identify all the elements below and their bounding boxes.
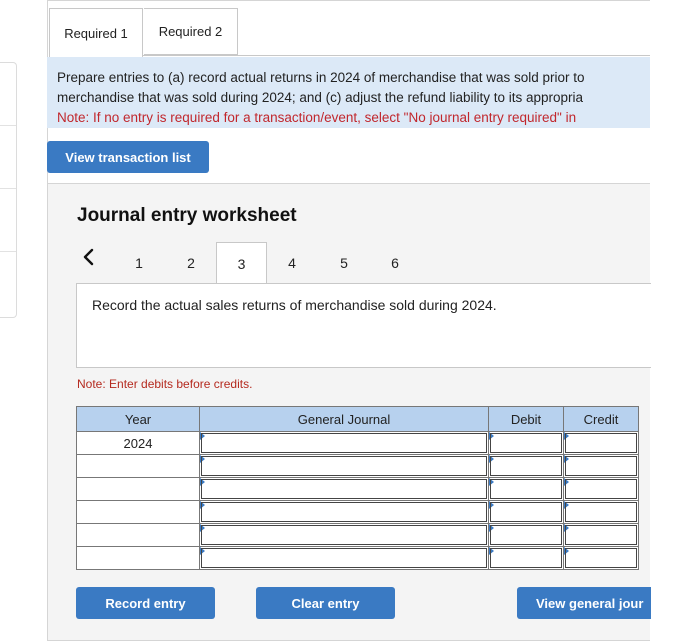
step-label: 1 [135,255,143,271]
clear-entry-button[interactable]: Clear entry [256,587,395,619]
journal-entry-worksheet [47,183,650,641]
credit-input[interactable] [564,524,639,547]
table-row [77,478,639,501]
general-journal-input[interactable] [200,524,489,547]
divider [143,55,650,56]
step-label: 3 [237,256,246,272]
credit-input[interactable] [564,455,639,478]
step-4[interactable] [267,242,317,284]
prompt-text: Record the actual sales returns of merchandise sold during 2024. [92,297,497,313]
year-cell [77,524,200,547]
view-general-journal-button[interactable]: View general jour [517,587,651,619]
credit-input[interactable] [564,432,639,455]
general-journal-input[interactable] [200,547,489,570]
step-5[interactable] [319,242,369,284]
divider [0,125,16,126]
debit-input[interactable] [489,547,564,570]
credit-input[interactable] [564,501,639,524]
general-journal-input[interactable] [200,501,489,524]
sidebar-fragment [0,62,17,318]
table-row [77,524,639,547]
step-1[interactable] [114,242,164,284]
table-row [77,432,639,455]
prompt-box [76,283,651,368]
record-entry-button[interactable]: Record entry [76,587,215,619]
instructions-line-2: merchandise that was sold during 2024; and (c) adjust the refund liability to its appropria [57,90,584,105]
tab-label: Required 2 [158,24,223,39]
step-label: 6 [391,255,399,271]
chevron-left-icon[interactable] [79,245,99,269]
step-6[interactable] [370,242,420,284]
tab-required-2[interactable] [144,8,238,55]
year-cell: 2024 [77,432,200,455]
instructions-line-1: Prepare entries to (a) record actual returns in 2024 of merchandise that was sold prior to [57,70,585,85]
table-row [77,547,639,570]
header-general-journal: General Journal [200,407,489,432]
debit-input[interactable] [489,501,564,524]
year-cell [77,478,200,501]
instructions-note: Note: If no entry is required for a transaction/event, select "No journal entry required" in [57,110,577,125]
header-debit: Debit [489,407,564,432]
general-journal-input[interactable] [200,478,489,501]
year-cell [77,547,200,570]
debit-input[interactable] [489,478,564,501]
general-journal-input[interactable] [200,455,489,478]
header-year: Year [77,407,200,432]
divider [0,188,16,189]
table-row [77,455,639,478]
year-cell [77,501,200,524]
worksheet-title: Journal entry worksheet [77,205,297,226]
journal-table [76,406,639,570]
divider [0,251,16,252]
credit-input[interactable] [564,547,639,570]
tab-label: Required 1 [64,25,128,41]
debit-note: Note: Enter debits before credits. [77,377,253,391]
step-label: 2 [187,255,195,271]
debit-input[interactable] [489,524,564,547]
debit-input[interactable] [489,432,564,455]
credit-input[interactable] [564,478,639,501]
step-2[interactable] [166,242,216,284]
tab-required-1[interactable] [49,8,143,57]
year-cell [77,455,200,478]
divider [48,0,650,1]
table-row [77,501,639,524]
step-label: 5 [340,255,348,271]
general-journal-input[interactable] [200,432,489,455]
step-3[interactable] [216,242,267,285]
header-credit: Credit [564,407,639,432]
debit-input[interactable] [489,455,564,478]
instructions-box [47,57,650,128]
view-transaction-list-button[interactable]: View transaction list [47,141,209,173]
step-label: 4 [288,255,296,271]
